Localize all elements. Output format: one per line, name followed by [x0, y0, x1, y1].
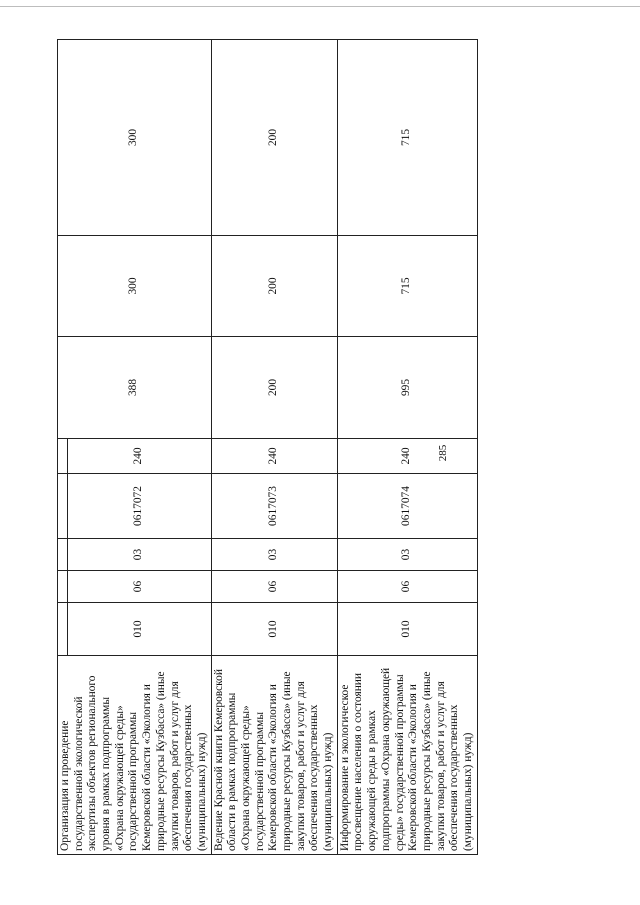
blank-cell — [58, 474, 68, 539]
blank-cell — [58, 439, 68, 474]
value-cell: 300 — [58, 40, 212, 236]
code-cell: 0617074 — [337, 474, 477, 539]
blank-cell — [58, 539, 68, 571]
value-cell: 715 — [337, 236, 477, 337]
code-cell: 03 — [211, 539, 337, 571]
code-cell: 010 — [67, 603, 211, 656]
budget-table-rotated — [57, 40, 474, 855]
row-description: Информирование и экологическое просвещение населения о состоянии окружающей среды в рамках подпрограммы «Охрана окружающей среды» государственной программы Кемеровской области «Экология и природные ресурсы Кузбасса» (иные закупки товаров, работ и услуг для обеспечения государственных (муниципальных) нужд) — [337, 656, 477, 855]
code-cell: 240 — [67, 439, 211, 474]
blank-cell — [58, 571, 68, 603]
code-cell: 0617073 — [211, 474, 337, 539]
table-row — [337, 40, 477, 855]
value-cell: 200 — [211, 236, 337, 337]
code-cell: 0617072 — [67, 474, 211, 539]
budget-table — [57, 39, 478, 855]
page-number: 285 — [437, 444, 449, 462]
code-cell: 240 — [337, 439, 477, 474]
value-cell: 715 — [337, 40, 477, 236]
code-cell: 03 — [67, 539, 211, 571]
table-row — [211, 40, 337, 855]
value-cell: 200 — [211, 40, 337, 236]
top-rule — [0, 6, 640, 7]
row-description: Организация и проведение государственной экологической экспертизы объектов регионального уровня в рамках подпрограммы «Охрана окружающей среды» государственной программы Кемеровской области «Экология и природные ресурсы Кузбасса» (иные закупки товаров, работ и услуг для обеспечения государственных (муниципальных) нужд) — [58, 656, 212, 855]
row-description: Ведение Красной книги Кемеровской области в рамках подпрограммы «Охрана окружающей среды» государственной программы Кемеровской области «Экология и природные ресурсы Кузбасса» (иные закупки товаров, работ и услуг для обеспечения государственных (муниципальных) нужд) — [211, 656, 337, 855]
code-cell: 010 — [211, 603, 337, 656]
value-cell: 388 — [58, 337, 212, 439]
value-cell: 200 — [211, 337, 337, 439]
value-cell: 300 — [58, 236, 212, 337]
blank-cell — [58, 603, 68, 656]
code-cell: 06 — [211, 571, 337, 603]
code-cell: 03 — [337, 539, 477, 571]
code-cell: 06 — [67, 571, 211, 603]
table-row — [58, 40, 68, 855]
code-cell: 240 — [211, 439, 337, 474]
value-cell: 995 — [337, 337, 477, 439]
code-cell: 06 — [337, 571, 477, 603]
code-cell: 010 — [337, 603, 477, 656]
